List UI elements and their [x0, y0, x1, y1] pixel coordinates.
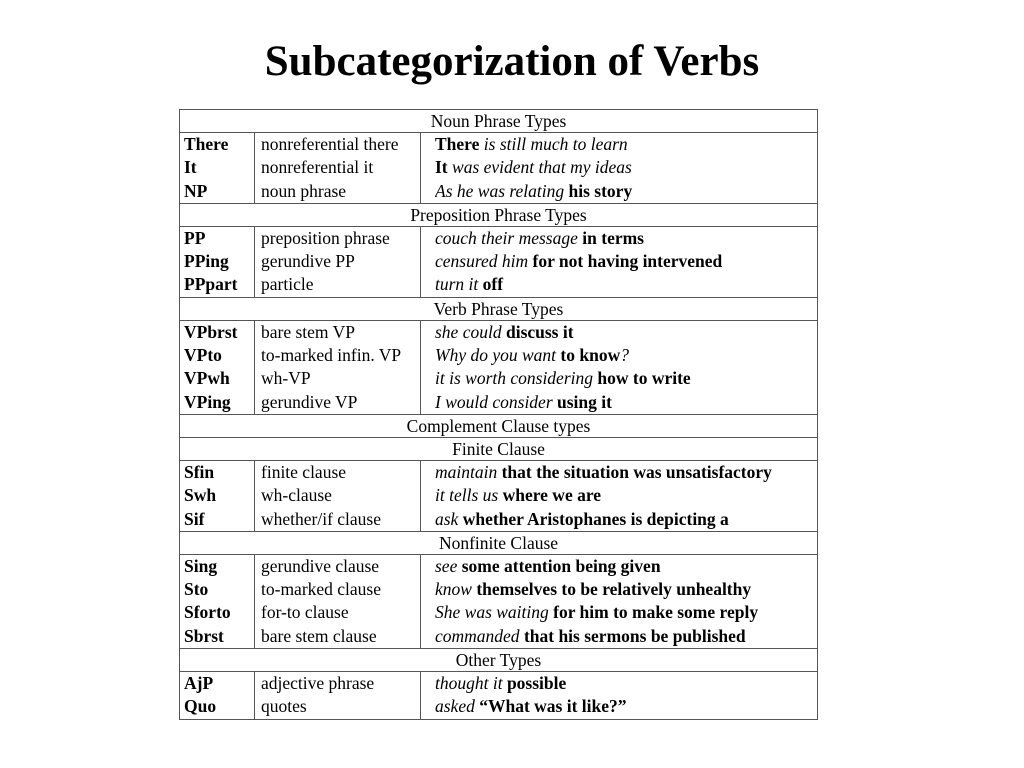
- example-sentence: [435, 344, 817, 367]
- example-sentence: [435, 133, 817, 156]
- example-column: [421, 460, 818, 531]
- category-description: to-marked clause: [261, 579, 382, 600]
- section-body-row: [180, 320, 818, 414]
- example-sentence: [435, 273, 817, 296]
- category-code: VPing: [184, 391, 231, 412]
- category-code: Swh: [184, 485, 217, 506]
- example-context: commanded: [435, 625, 520, 646]
- example-complement: “What was it like?”: [474, 696, 627, 717]
- example-complement: for not having intervened: [528, 251, 723, 272]
- example-sentence: [435, 156, 817, 179]
- example-complement: some attention being given: [457, 555, 661, 576]
- category-code: NP: [184, 180, 208, 201]
- category-code: PP: [184, 227, 206, 248]
- example-complement: discuss it: [501, 321, 574, 342]
- description-column: [255, 672, 421, 720]
- category-description: gerundive PP: [261, 251, 355, 272]
- section-body-row: [180, 672, 818, 720]
- example-context: see: [435, 555, 458, 576]
- section-header: Complement Clause types: [180, 414, 818, 437]
- example-sentence: [435, 625, 817, 648]
- description-column: [255, 226, 421, 297]
- description-column: [255, 554, 421, 648]
- category-code: Sbrst: [184, 625, 224, 646]
- category-description: particle: [261, 274, 314, 295]
- example-context: is still much to learn: [479, 134, 628, 154]
- category-description: nonreferential it: [261, 157, 374, 178]
- example-complement: his story: [564, 180, 633, 201]
- example-complement: that his sermons be published: [519, 625, 746, 646]
- category-description: to-marked infin. VP: [261, 345, 402, 366]
- category-code: PPpart: [184, 274, 238, 295]
- section-header-row: [180, 531, 818, 554]
- category-code: Sing: [184, 555, 218, 576]
- example-context: maintain: [435, 461, 498, 482]
- category-description: bare stem clause: [261, 625, 377, 646]
- category-code: PPing: [184, 251, 229, 272]
- category-description: for-to clause: [261, 602, 349, 623]
- example-column: [421, 554, 818, 648]
- category-code: It: [184, 157, 197, 178]
- example-context: As he was relating: [435, 180, 565, 201]
- section-header-row: [180, 110, 818, 133]
- description-column: [255, 133, 421, 204]
- example-sentence: [435, 578, 817, 601]
- category-code: VPbrst: [184, 321, 238, 342]
- example-context: it tells us: [435, 485, 499, 506]
- example-context: know: [435, 579, 472, 600]
- example-context: it is worth considering: [435, 368, 593, 389]
- example-sentence: [435, 227, 817, 250]
- example-sentence: [435, 695, 817, 718]
- example-sentence: [435, 601, 817, 624]
- slide-title: Subcategorization of Verbs: [264, 38, 760, 85]
- example-sentence: [435, 321, 817, 344]
- example-complement: in terms: [577, 227, 644, 248]
- example-complement: for him to make some reply: [548, 602, 759, 623]
- section-header: Noun Phrase Types: [180, 110, 818, 133]
- example-sentence: [435, 180, 817, 203]
- example-complement: how to write: [593, 368, 691, 389]
- example-context: I would consider: [435, 391, 553, 412]
- example-sentence: [435, 484, 817, 507]
- description-column: [255, 320, 421, 414]
- category-code: Sfin: [184, 461, 215, 482]
- category-code: VPwh: [184, 368, 230, 389]
- example-context: Why do you want: [435, 345, 557, 366]
- section-header: Preposition Phrase Types: [180, 203, 818, 226]
- example-sentence: [435, 508, 817, 531]
- example-complement: using it: [552, 391, 612, 412]
- category-code-column: [180, 554, 255, 648]
- section-header-row: [180, 437, 818, 460]
- example-context: was evident that my ideas: [447, 157, 632, 178]
- category-description: wh-clause: [261, 485, 332, 506]
- example-context: she could: [435, 321, 502, 342]
- example-sentence: [435, 555, 817, 578]
- example-complement: whether Aristophanes is depicting a: [458, 508, 729, 529]
- category-description: whether/if clause: [261, 508, 382, 529]
- example-sentence: [435, 461, 817, 484]
- example-sentence: [435, 391, 817, 414]
- category-code-column: [180, 320, 255, 414]
- category-description: gerundive clause: [261, 555, 380, 576]
- category-code: VPto: [184, 345, 222, 366]
- example-context: ask: [435, 508, 459, 529]
- section-body-row: [180, 460, 818, 531]
- category-code: AjP: [184, 673, 214, 694]
- category-description: adjective phrase: [261, 673, 375, 694]
- example-context: thought it: [435, 673, 503, 694]
- section-header-row: [180, 297, 818, 320]
- subcategorization-table: [179, 109, 818, 720]
- category-description: noun phrase: [261, 180, 347, 201]
- section-header-row: [180, 649, 818, 672]
- category-code: There: [184, 134, 229, 154]
- example-column: [421, 320, 818, 414]
- category-code: Sif: [184, 508, 205, 529]
- category-code: Sto: [184, 579, 209, 600]
- example-context: She was waiting: [435, 602, 549, 623]
- category-description: quotes: [261, 696, 307, 717]
- example-complement: where we are: [498, 485, 602, 506]
- example-complement: It: [435, 157, 448, 178]
- section-header-row: [180, 203, 818, 226]
- example-context: ?: [620, 345, 629, 366]
- example-complement: possible: [502, 673, 567, 694]
- example-sentence: [435, 367, 817, 390]
- example-complement: that the situation was unsatisfactory: [497, 461, 772, 482]
- section-body-row: [180, 133, 818, 204]
- section-header-row: [180, 414, 818, 437]
- section-header: Nonfinite Clause: [180, 531, 818, 554]
- section-body-row: [180, 554, 818, 648]
- example-sentence: [435, 250, 817, 273]
- example-context: couch their message: [435, 227, 578, 248]
- example-complement: off: [478, 274, 504, 295]
- example-complement: There: [435, 134, 480, 154]
- category-description: preposition phrase: [261, 227, 390, 248]
- category-description: wh-VP: [261, 368, 311, 389]
- example-sentence: [435, 672, 817, 695]
- example-complement: themselves to be relatively unhealthy: [471, 579, 752, 600]
- category-code: Sforto: [184, 602, 231, 623]
- category-description: nonreferential there: [261, 134, 399, 154]
- category-code-column: [180, 460, 255, 531]
- category-code-column: [180, 133, 255, 204]
- section-header: Verb Phrase Types: [180, 297, 818, 320]
- example-column: [421, 672, 818, 720]
- example-column: [421, 226, 818, 297]
- category-description: finite clause: [261, 461, 347, 482]
- section-body-row: [180, 226, 818, 297]
- example-context: turn it: [435, 274, 479, 295]
- example-context: asked: [435, 696, 475, 717]
- example-column: [421, 133, 818, 204]
- category-code: Quo: [184, 696, 217, 717]
- category-description: bare stem VP: [261, 321, 355, 342]
- description-column: [255, 460, 421, 531]
- section-header: Finite Clause: [180, 437, 818, 460]
- example-complement: to know: [556, 345, 621, 366]
- category-code-column: [180, 672, 255, 720]
- example-context: censured him: [435, 251, 529, 272]
- section-header: Other Types: [180, 649, 818, 672]
- category-description: gerundive VP: [261, 391, 358, 412]
- category-code-column: [180, 226, 255, 297]
